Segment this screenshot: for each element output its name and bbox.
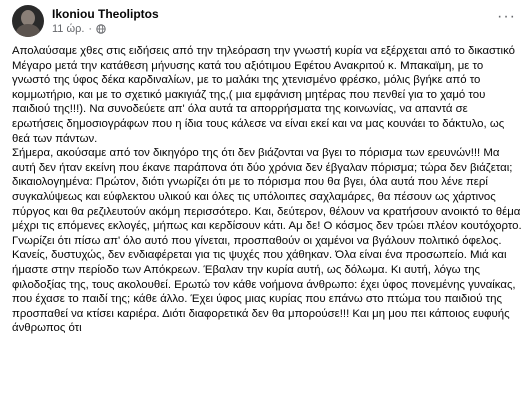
- ellipsis-icon[interactable]: ···: [497, 8, 516, 25]
- post-time[interactable]: 11 ώρ.: [52, 22, 85, 35]
- separator-dot: ·: [88, 22, 93, 35]
- post-meta: [52, 7, 159, 36]
- author-name[interactable]: Ikoniou Theoliptos: [52, 6, 159, 21]
- post-body: [12, 44, 522, 336]
- avatar[interactable]: [12, 5, 44, 37]
- globe-icon[interactable]: [96, 24, 106, 34]
- post-subline: [52, 22, 159, 36]
- post-paragraph-2: Σήμερα, ακούσαμε από τον δικηγόρο της ότι δεν βιάζονται να βγει το πόρισμα των ερευνών!!! Μα αυτή δεν ήταν εκείνη που έκανε παράπονα ότι δύο χρόνια δεν έβγαλαν πόρισμα; τώρα δεν βιάζεται; δικαιολογημένα: Πρώτον, διότι γνωρίζει ότι με το πόρισμα που θα βγει, όλα αυτά που λένε περί συγκαλύψεως και εύφλεκτου υλικού και όλες τις υπόλοιπες σαχλαμάρες, θα πέσουν ως χάρτινος πύργος και θα ρεζιλευτούν ακόμη περισσότερο. Και, δεύτερον, θέλουν να κρατήσουν ανοικτό το θέμα μέχρι τις επόμενες εκλογές, μήπως και κερδίσουν κάτι. Αμ δε! Ο κόσμος δεν τρώει πλέον κουτόχορτο. Γνωρίζει ότι πίσω απ' όλο αυτό που γίνεται, προσπαθούν οι χαμένοι να βγάλουν πολιτικό όφελος. Κανείς, δυστυχώς, δεν ενδιαφέρεται για τις ψυχές που χάθηκαν. Όλα είναι ένα προσωπείο. Μιά και ήμαστε στην περίοδο των Απόκρεων. Έβαλαν την κυρία αυτή, ως δόλωμα. Κι αυτή, λόγω της φιλοδοξίας της, τους ακολουθεί. Ερωτώ τον κάθε νοήμονα άνθρωπο: έχει ύφος πονεμένης γυναίκας, που έχασε το παιδί της; κάθε άλλο. Έχει ύφος μιας κυρίας που επάνω στο πτώμα του παιδιού της προσπαθεί να κτίσει καριέρα. Διότι διαφορετικά δεν θα μπορούσε!!! Και μη μου πει κάποιος ευφυής άνθρωπος ότι: [12, 147, 522, 335]
- post-paragraph-1: Απολαύσαμε χθες στις ειδήσεις από την τηλεόραση την γνωστή κυρία να εξέρχεται από το δικαστικό Μέγαρο μετά την κατάθεση μήνυσης κατά του αξιότιμου Εφέτου Ανακριτού κ. Μπακαϊμη, με το γνωστό της ύφος δέκα καρδιναλίων, με το μαλάκι της χτενισμένο φρέσκο, μόλις βγήκε από το κομμωτήριο, και με το σχετικό μακιγιάζ της,( μια εμφάνιση μητέρας που πενθεί για το χαμό του παιδιού της!!!). Να συνοδεύετε απ' όλα αυτά τα απορρήσματα της κοινωνίας, να απαντά σε ερωτήσεις δημοσιογράφων που η ίδια τους κάλεσε να είναι εκεί και να μας κουνάει το δάκτυλο, ως θεά των πάντων.: [12, 45, 515, 145]
- post-header: [12, 4, 159, 38]
